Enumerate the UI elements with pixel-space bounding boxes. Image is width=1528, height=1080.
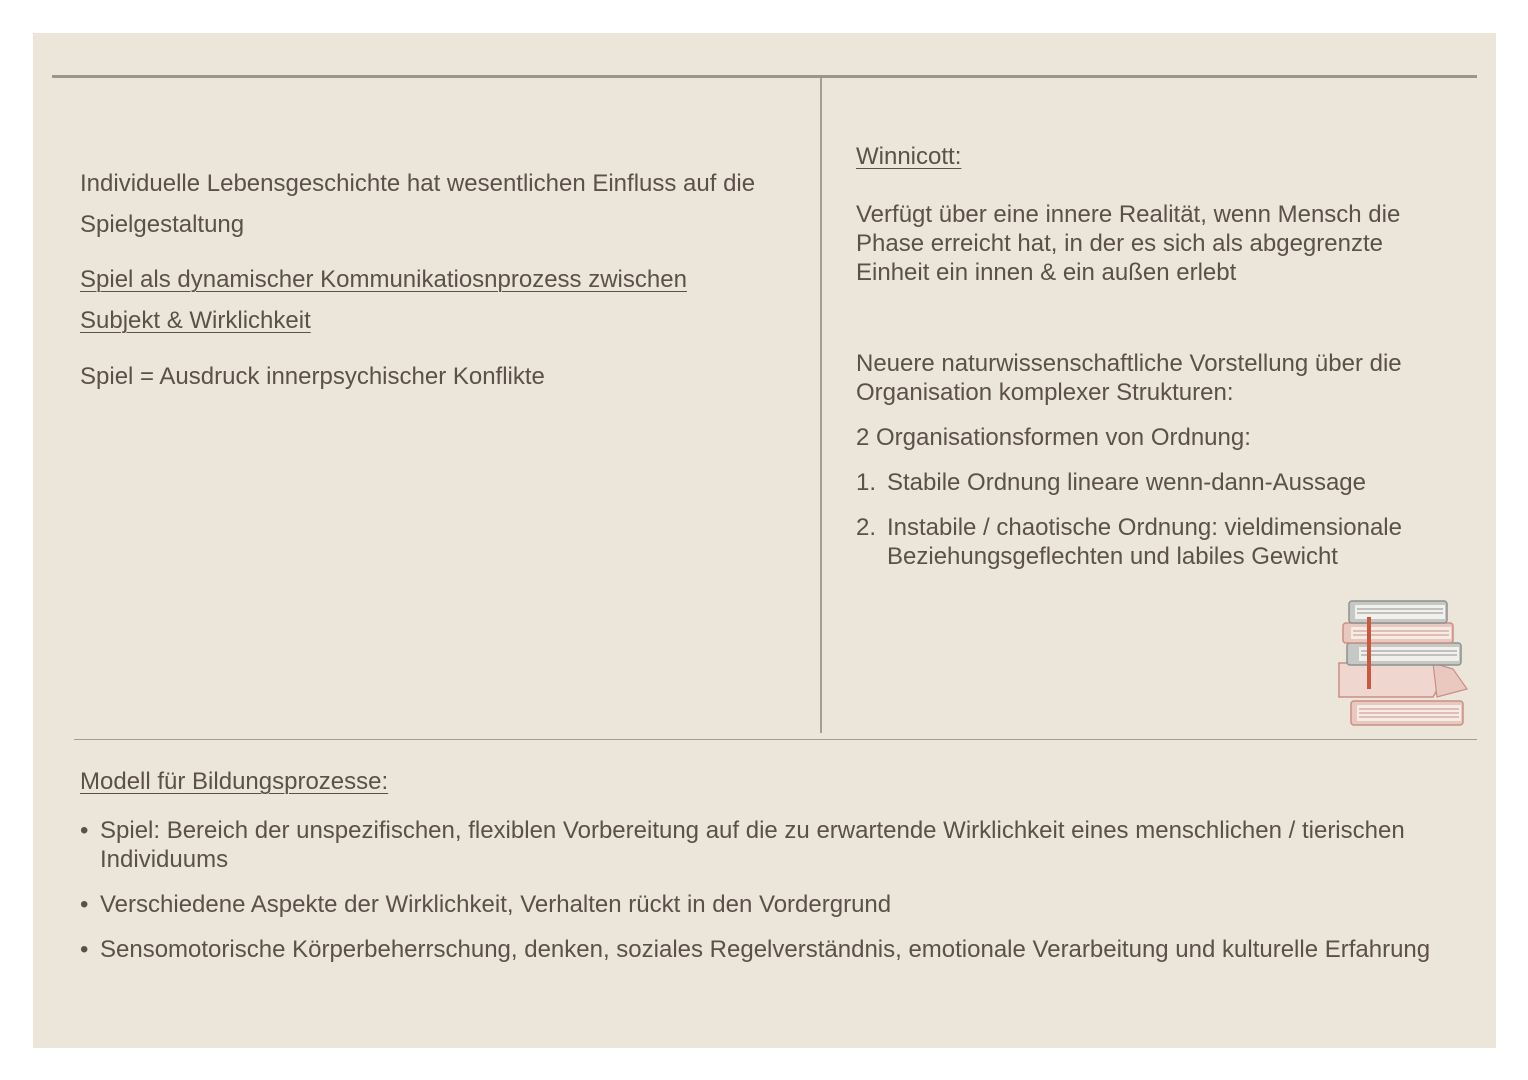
bullet-list — [80, 816, 1440, 980]
list-text: Spiel: Bereich der unspezifischen, flexiblen Vorbereitung auf die zu erwartende Wirklichkeit eines menschlichen / tierischen Individuums — [100, 817, 1405, 873]
list-number: 1. — [856, 469, 877, 496]
left-heading-line-2: Subjekt & Wirklichkeit — [80, 307, 311, 334]
bullet-icon: • — [80, 936, 89, 963]
bottom-heading: Modell für Bildungsprozesse: — [80, 768, 389, 795]
book-stack-icon — [1333, 593, 1473, 733]
section-divider — [74, 739, 1477, 740]
list-item — [856, 468, 1456, 497]
bullet-icon: • — [80, 891, 89, 918]
left-paragraph-1-line-1: Individuelle Lebensgeschichte hat wesentlichen Einfluss auf die — [80, 170, 756, 197]
right-paragraph-3: 2 Organisationsformen von Ordnung: — [856, 424, 1251, 451]
right-heading: Winnicott: — [856, 143, 962, 170]
left-heading-line-1: Spiel als dynamischer Kommunikatiosnprozess zwischen — [80, 266, 687, 293]
list-text: Sensomotorische Körperbeherrschung, denken, soziales Regelverständnis, emotionale Verarbeitung und kulturelle Erfahrung — [100, 936, 1431, 963]
right-paragraph-1: Verfügt über eine innere Realität, wenn Mensch die Phase erreicht hat, in der es sich als abgegrenzte Einheit ein innen & ein außen erlebt — [856, 201, 1401, 286]
top-divider — [52, 75, 1477, 78]
left-paragraph-1-line-2: Spielgestaltung — [80, 211, 245, 238]
ordered-list — [856, 468, 1456, 587]
list-item — [80, 890, 1440, 919]
slide — [33, 33, 1496, 1048]
list-number: 2. — [856, 514, 877, 541]
list-item — [80, 816, 1440, 874]
right-paragraph-2: Neuere naturwissenschaftliche Vorstellung über die Organisation komplexer Strukturen: — [856, 350, 1402, 406]
column-divider — [820, 78, 822, 733]
list-item — [80, 935, 1440, 964]
bullet-icon: • — [80, 817, 89, 844]
list-text: Verschiedene Aspekte der Wirklichkeit, Verhalten rückt in den Vordergrund — [100, 891, 892, 918]
left-paragraph-3: Spiel = Ausdruck innerpsychischer Konflikte — [80, 363, 545, 390]
list-text: Instabile / chaotische Ordnung: vieldimensionale Beziehungsgeflechten und labiles Gewicht — [887, 514, 1402, 570]
list-item — [856, 513, 1456, 571]
list-text: Stabile Ordnung lineare wenn-dann-Aussage — [887, 469, 1366, 496]
